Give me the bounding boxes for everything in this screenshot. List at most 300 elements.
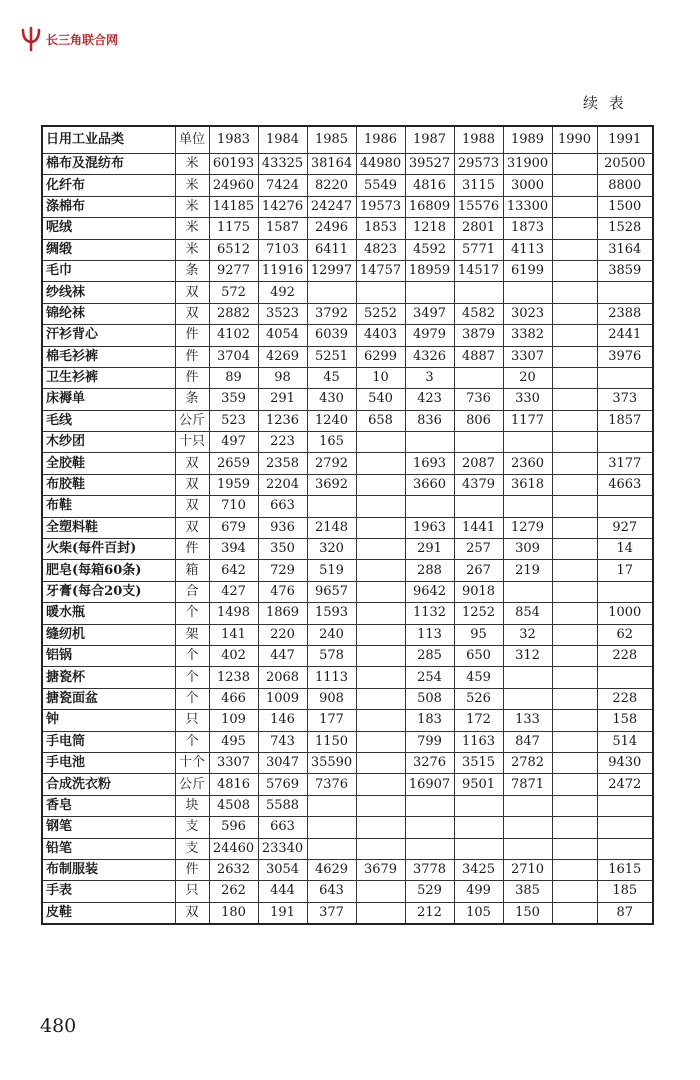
product-name-cell: 香皂 xyxy=(42,795,175,816)
value-cell: 177 xyxy=(307,710,356,731)
product-name-cell: 绸缎 xyxy=(42,239,175,260)
value-cell: 1587 xyxy=(258,218,307,239)
value-cell: 4054 xyxy=(258,325,307,346)
trident-logo-icon xyxy=(20,26,42,52)
table-row xyxy=(42,667,653,688)
value-cell: 799 xyxy=(405,731,454,752)
value-cell: 291 xyxy=(405,539,454,560)
value-cell xyxy=(552,902,597,924)
table-row xyxy=(42,175,653,196)
value-cell: 3497 xyxy=(405,303,454,324)
value-cell: 1240 xyxy=(307,410,356,431)
value-cell: 1163 xyxy=(454,731,503,752)
unit-cell: 米 xyxy=(175,175,209,196)
table-row xyxy=(42,303,653,324)
unit-cell: 双 xyxy=(175,902,209,924)
value-cell: 359 xyxy=(209,389,258,410)
value-cell: 476 xyxy=(258,581,307,602)
value-cell: 1150 xyxy=(307,731,356,752)
value-cell: 16809 xyxy=(405,196,454,217)
column-header: 1986 xyxy=(356,126,405,154)
value-cell: 165 xyxy=(307,432,356,453)
value-cell: 658 xyxy=(356,410,405,431)
unit-cell: 个 xyxy=(175,645,209,666)
table-row xyxy=(42,218,653,239)
value-cell: 663 xyxy=(258,817,307,838)
product-name-cell: 毛线 xyxy=(42,410,175,431)
unit-cell: 个 xyxy=(175,667,209,688)
value-cell: 377 xyxy=(307,902,356,924)
value-cell: 3276 xyxy=(405,752,454,773)
value-cell: 5588 xyxy=(258,795,307,816)
value-cell: 3692 xyxy=(307,474,356,495)
value-cell: 495 xyxy=(209,731,258,752)
value-cell: 220 xyxy=(258,624,307,645)
value-cell: 191 xyxy=(258,902,307,924)
value-cell: 312 xyxy=(503,645,552,666)
table-row xyxy=(42,731,653,752)
value-cell: 1869 xyxy=(258,603,307,624)
product-name-cell: 化纤布 xyxy=(42,175,175,196)
value-cell: 3792 xyxy=(307,303,356,324)
product-name-cell: 棉布及混纺布 xyxy=(42,154,175,175)
value-cell: 11916 xyxy=(258,260,307,281)
value-cell xyxy=(597,282,653,303)
product-name-cell: 搪瓷杯 xyxy=(42,667,175,688)
value-cell: 4816 xyxy=(209,774,258,795)
value-cell: 172 xyxy=(454,710,503,731)
value-cell: 8800 xyxy=(597,175,653,196)
value-cell xyxy=(307,795,356,816)
value-cell: 4403 xyxy=(356,325,405,346)
unit-cell: 双 xyxy=(175,282,209,303)
value-cell xyxy=(356,624,405,645)
value-cell: 1279 xyxy=(503,517,552,538)
unit-cell: 个 xyxy=(175,731,209,752)
table-row xyxy=(42,881,653,902)
value-cell: 212 xyxy=(405,902,454,924)
value-cell: 6299 xyxy=(356,346,405,367)
value-cell: 1593 xyxy=(307,603,356,624)
table-header-row xyxy=(42,126,653,154)
consumer-goods-table xyxy=(41,125,654,925)
page-number: 480 xyxy=(40,1015,77,1037)
value-cell: 158 xyxy=(597,710,653,731)
value-cell: 596 xyxy=(209,817,258,838)
value-cell: 1218 xyxy=(405,218,454,239)
value-cell: 3618 xyxy=(503,474,552,495)
value-cell xyxy=(552,624,597,645)
value-cell xyxy=(552,859,597,880)
value-cell: 16907 xyxy=(405,774,454,795)
value-cell: 1959 xyxy=(209,474,258,495)
value-cell: 430 xyxy=(307,389,356,410)
value-cell: 1175 xyxy=(209,218,258,239)
unit-cell: 架 xyxy=(175,624,209,645)
unit-cell: 双 xyxy=(175,453,209,474)
value-cell: 836 xyxy=(405,410,454,431)
value-cell xyxy=(454,496,503,517)
value-cell xyxy=(356,817,405,838)
table-row xyxy=(42,645,653,666)
unit-cell: 件 xyxy=(175,859,209,880)
unit-cell: 块 xyxy=(175,795,209,816)
value-cell xyxy=(503,581,552,602)
column-header: 1989 xyxy=(503,126,552,154)
value-cell xyxy=(307,282,356,303)
table-row xyxy=(42,817,653,838)
product-name-cell: 纱线袜 xyxy=(42,282,175,303)
value-cell: 180 xyxy=(209,902,258,924)
value-cell xyxy=(597,817,653,838)
value-cell: 38164 xyxy=(307,154,356,175)
value-cell: 146 xyxy=(258,710,307,731)
value-cell xyxy=(597,432,653,453)
column-header: 日用工业品类 xyxy=(42,126,175,154)
value-cell: 105 xyxy=(454,902,503,924)
table-row xyxy=(42,859,653,880)
value-cell: 3523 xyxy=(258,303,307,324)
value-cell: 32 xyxy=(503,624,552,645)
value-cell: 6512 xyxy=(209,239,258,260)
product-name-cell: 木纱团 xyxy=(42,432,175,453)
value-cell: 526 xyxy=(454,688,503,709)
value-cell: 219 xyxy=(503,560,552,581)
table-row xyxy=(42,367,653,388)
unit-cell: 件 xyxy=(175,325,209,346)
value-cell: 6411 xyxy=(307,239,356,260)
value-cell xyxy=(597,581,653,602)
value-cell: 309 xyxy=(503,539,552,560)
value-cell: 113 xyxy=(405,624,454,645)
value-cell: 444 xyxy=(258,881,307,902)
value-cell xyxy=(356,838,405,859)
table-row xyxy=(42,282,653,303)
value-cell xyxy=(552,367,597,388)
value-cell: 20 xyxy=(503,367,552,388)
value-cell: 3679 xyxy=(356,859,405,880)
value-cell xyxy=(552,688,597,709)
value-cell xyxy=(552,881,597,902)
value-cell: 710 xyxy=(209,496,258,517)
value-cell: 285 xyxy=(405,645,454,666)
value-cell: 2801 xyxy=(454,218,503,239)
value-cell: 447 xyxy=(258,645,307,666)
product-name-cell: 床褥单 xyxy=(42,389,175,410)
value-cell: 2710 xyxy=(503,859,552,880)
value-cell xyxy=(356,453,405,474)
table-row xyxy=(42,838,653,859)
value-cell: 98 xyxy=(258,367,307,388)
value-cell: 4102 xyxy=(209,325,258,346)
value-cell: 3307 xyxy=(209,752,258,773)
table-row xyxy=(42,560,653,581)
value-cell xyxy=(454,367,503,388)
unit-cell: 支 xyxy=(175,817,209,838)
value-cell: 4629 xyxy=(307,859,356,880)
value-cell: 529 xyxy=(405,881,454,902)
value-cell: 254 xyxy=(405,667,454,688)
value-cell: 330 xyxy=(503,389,552,410)
value-cell: 1113 xyxy=(307,667,356,688)
value-cell: 1000 xyxy=(597,603,653,624)
value-cell: 3164 xyxy=(597,239,653,260)
product-name-cell: 布制服装 xyxy=(42,859,175,880)
value-cell: 3425 xyxy=(454,859,503,880)
table-row xyxy=(42,239,653,260)
value-cell: 4113 xyxy=(503,239,552,260)
product-name-cell: 手表 xyxy=(42,881,175,902)
value-cell: 643 xyxy=(307,881,356,902)
value-cell: 2204 xyxy=(258,474,307,495)
value-cell: 2792 xyxy=(307,453,356,474)
value-cell: 89 xyxy=(209,367,258,388)
product-name-cell: 卫生衫裤 xyxy=(42,367,175,388)
value-cell: 3307 xyxy=(503,346,552,367)
unit-cell: 个 xyxy=(175,688,209,709)
unit-cell: 件 xyxy=(175,367,209,388)
value-cell: 2087 xyxy=(454,453,503,474)
value-cell: 499 xyxy=(454,881,503,902)
value-cell xyxy=(552,817,597,838)
unit-cell: 只 xyxy=(175,881,209,902)
value-cell: 44980 xyxy=(356,154,405,175)
value-cell xyxy=(552,218,597,239)
column-header: 1985 xyxy=(307,126,356,154)
value-cell: 514 xyxy=(597,731,653,752)
unit-cell: 件 xyxy=(175,539,209,560)
value-cell xyxy=(454,817,503,838)
continued-label: 续 表 xyxy=(583,94,627,112)
value-cell: 228 xyxy=(597,688,653,709)
value-cell: 60193 xyxy=(209,154,258,175)
value-cell: 679 xyxy=(209,517,258,538)
product-name-cell: 手电池 xyxy=(42,752,175,773)
value-cell xyxy=(552,346,597,367)
value-cell: 9501 xyxy=(454,774,503,795)
value-cell: 492 xyxy=(258,282,307,303)
value-cell: 1857 xyxy=(597,410,653,431)
value-cell: 3778 xyxy=(405,859,454,880)
value-cell xyxy=(454,432,503,453)
value-cell: 5769 xyxy=(258,774,307,795)
value-cell xyxy=(503,496,552,517)
value-cell xyxy=(552,560,597,581)
column-header: 1987 xyxy=(405,126,454,154)
value-cell xyxy=(552,154,597,175)
value-cell: 743 xyxy=(258,731,307,752)
value-cell: 18959 xyxy=(405,260,454,281)
value-cell: 2659 xyxy=(209,453,258,474)
value-cell: 3177 xyxy=(597,453,653,474)
unit-cell: 支 xyxy=(175,838,209,859)
value-cell xyxy=(356,282,405,303)
value-cell: 1615 xyxy=(597,859,653,880)
value-cell: 9642 xyxy=(405,581,454,602)
value-cell: 1252 xyxy=(454,603,503,624)
table-row xyxy=(42,795,653,816)
value-cell: 4979 xyxy=(405,325,454,346)
column-header: 单位 xyxy=(175,126,209,154)
product-name-cell: 布胶鞋 xyxy=(42,474,175,495)
value-cell xyxy=(405,795,454,816)
value-cell xyxy=(454,795,503,816)
value-cell: 572 xyxy=(209,282,258,303)
product-name-cell: 钢笔 xyxy=(42,817,175,838)
value-cell xyxy=(552,303,597,324)
value-cell: 3 xyxy=(405,367,454,388)
value-cell xyxy=(552,260,597,281)
value-cell xyxy=(503,667,552,688)
table-row xyxy=(42,710,653,731)
value-cell xyxy=(405,282,454,303)
product-name-cell: 搪瓷面盆 xyxy=(42,688,175,709)
value-cell: 2472 xyxy=(597,774,653,795)
value-cell: 2358 xyxy=(258,453,307,474)
value-cell: 663 xyxy=(258,496,307,517)
value-cell: 1500 xyxy=(597,196,653,217)
unit-cell: 合 xyxy=(175,581,209,602)
value-cell: 185 xyxy=(597,881,653,902)
product-name-cell: 牙膏(每合20支) xyxy=(42,581,175,602)
value-cell: 3115 xyxy=(454,175,503,196)
unit-cell: 条 xyxy=(175,389,209,410)
table-row xyxy=(42,325,653,346)
product-name-cell: 毛巾 xyxy=(42,260,175,281)
table-row xyxy=(42,539,653,560)
product-name-cell: 缝纫机 xyxy=(42,624,175,645)
value-cell: 1528 xyxy=(597,218,653,239)
value-cell: 350 xyxy=(258,539,307,560)
value-cell: 3515 xyxy=(454,752,503,773)
value-cell: 87 xyxy=(597,902,653,924)
value-cell: 847 xyxy=(503,731,552,752)
value-cell xyxy=(597,838,653,859)
value-cell: 9018 xyxy=(454,581,503,602)
value-cell: 523 xyxy=(209,410,258,431)
value-cell: 578 xyxy=(307,645,356,666)
unit-cell: 公斤 xyxy=(175,410,209,431)
table-row xyxy=(42,624,653,645)
table-row xyxy=(42,260,653,281)
value-cell xyxy=(552,196,597,217)
value-cell xyxy=(454,282,503,303)
value-cell: 62 xyxy=(597,624,653,645)
unit-cell: 箱 xyxy=(175,560,209,581)
value-cell xyxy=(597,667,653,688)
value-cell: 3000 xyxy=(503,175,552,196)
value-cell: 1498 xyxy=(209,603,258,624)
unit-cell: 双 xyxy=(175,303,209,324)
value-cell: 908 xyxy=(307,688,356,709)
value-cell: 3382 xyxy=(503,325,552,346)
product-name-cell: 锦纶袜 xyxy=(42,303,175,324)
value-cell: 4326 xyxy=(405,346,454,367)
value-cell: 262 xyxy=(209,881,258,902)
unit-cell: 件 xyxy=(175,346,209,367)
product-name-cell: 铝锅 xyxy=(42,645,175,666)
value-cell: 427 xyxy=(209,581,258,602)
value-cell: 320 xyxy=(307,539,356,560)
value-cell: 385 xyxy=(503,881,552,902)
value-cell xyxy=(552,282,597,303)
value-cell: 2360 xyxy=(503,453,552,474)
value-cell xyxy=(552,667,597,688)
value-cell: 5251 xyxy=(307,346,356,367)
column-header: 1991 xyxy=(597,126,653,154)
value-cell: 14276 xyxy=(258,196,307,217)
value-cell: 4823 xyxy=(356,239,405,260)
value-cell xyxy=(503,282,552,303)
value-cell: 39527 xyxy=(405,154,454,175)
value-cell: 8220 xyxy=(307,175,356,196)
value-cell xyxy=(356,688,405,709)
value-cell xyxy=(454,838,503,859)
value-cell: 15576 xyxy=(454,196,503,217)
value-cell xyxy=(552,710,597,731)
value-cell: 2148 xyxy=(307,517,356,538)
value-cell: 6039 xyxy=(307,325,356,346)
value-cell xyxy=(552,517,597,538)
table-row xyxy=(42,603,653,624)
product-name-cell: 呢绒 xyxy=(42,218,175,239)
value-cell: 3054 xyxy=(258,859,307,880)
value-cell: 6199 xyxy=(503,260,552,281)
value-cell: 1963 xyxy=(405,517,454,538)
value-cell: 29573 xyxy=(454,154,503,175)
value-cell xyxy=(552,838,597,859)
value-cell: 1177 xyxy=(503,410,552,431)
value-cell: 43325 xyxy=(258,154,307,175)
table-row xyxy=(42,196,653,217)
value-cell xyxy=(597,795,653,816)
value-cell: 2882 xyxy=(209,303,258,324)
column-header: 1988 xyxy=(454,126,503,154)
value-cell: 540 xyxy=(356,389,405,410)
value-cell: 228 xyxy=(597,645,653,666)
value-cell: 459 xyxy=(454,667,503,688)
value-cell: 1238 xyxy=(209,667,258,688)
value-cell: 3023 xyxy=(503,303,552,324)
value-cell: 24460 xyxy=(209,838,258,859)
value-cell: 1441 xyxy=(454,517,503,538)
product-name-cell: 铅笔 xyxy=(42,838,175,859)
product-name-cell: 全胶鞋 xyxy=(42,453,175,474)
value-cell xyxy=(552,175,597,196)
value-cell xyxy=(552,432,597,453)
value-cell xyxy=(356,731,405,752)
value-cell: 7424 xyxy=(258,175,307,196)
value-cell xyxy=(552,752,597,773)
value-cell: 466 xyxy=(209,688,258,709)
value-cell xyxy=(356,539,405,560)
value-cell: 4592 xyxy=(405,239,454,260)
value-cell: 288 xyxy=(405,560,454,581)
value-cell: 4269 xyxy=(258,346,307,367)
column-header: 1983 xyxy=(209,126,258,154)
value-cell xyxy=(356,795,405,816)
value-cell: 14 xyxy=(597,539,653,560)
value-cell xyxy=(552,539,597,560)
unit-cell: 十只 xyxy=(175,432,209,453)
value-cell: 1853 xyxy=(356,218,405,239)
value-cell xyxy=(597,496,653,517)
value-cell: 4582 xyxy=(454,303,503,324)
value-cell: 7376 xyxy=(307,774,356,795)
value-cell: 2441 xyxy=(597,325,653,346)
value-cell xyxy=(356,752,405,773)
unit-cell: 双 xyxy=(175,496,209,517)
